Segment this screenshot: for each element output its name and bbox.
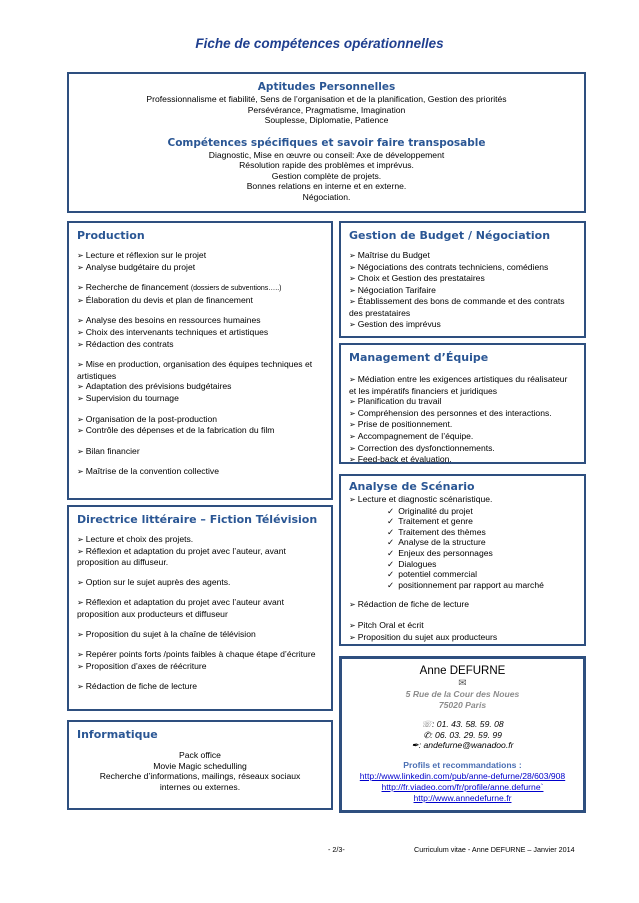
financement-note: (dossiers de subventions…..) bbox=[190, 285, 282, 293]
pen-icon: ✒ bbox=[411, 740, 419, 750]
aptitudes-box bbox=[67, 72, 586, 213]
list-item: ➢ Mise en production, organisation des équipes techniques et artistiques bbox=[77, 359, 323, 381]
footer-page: - 2/3- bbox=[328, 845, 345, 854]
list-item: ➢ Gestion des imprévus bbox=[349, 319, 576, 331]
competences-heading: Compétences spécifiques et savoir faire transposable bbox=[167, 136, 486, 149]
checklist-item: ✓ Analyse de la structure bbox=[349, 537, 576, 548]
list-item: ➢ Adaptation des prévisions budgétaires bbox=[77, 381, 323, 393]
list-item: ➢ Réflexion et adaptation du projet avec l’auteur avant proposition aux producteurs et diffuseur bbox=[77, 597, 323, 619]
informatique-line: Movie Magic schedulling bbox=[153, 760, 247, 771]
contact-box bbox=[339, 656, 586, 813]
competence-line: Résolution rapide des problèmes et imprévus. bbox=[239, 160, 414, 170]
list-item: ➢ Option sur le sujet auprès des agents. bbox=[77, 577, 323, 589]
list-item: ➢ Planification du travail bbox=[349, 396, 576, 408]
list-item: ➢ Élaboration du devis et plan de financement bbox=[77, 295, 323, 307]
budget-heading: Gestion de Budget / Négociation bbox=[349, 229, 551, 242]
scenario-heading: Analyse de Scénario bbox=[349, 480, 475, 493]
list-item: ➢ Réflexion et adaptation du projet avec l’auteur, avant proposition au diffuseur. bbox=[77, 546, 323, 568]
informatique-heading: Informatique bbox=[77, 728, 158, 741]
aptitudes-heading: Aptitudes Personnelles bbox=[257, 81, 396, 93]
checklist-item: ✓ Enjeux des personnages bbox=[349, 548, 576, 559]
checklist-item: ✓ Traitement et genre bbox=[349, 516, 576, 527]
viadeo-link[interactable]: http://fr.viadeo.com/fr/profile/anne.defurne` bbox=[381, 781, 544, 792]
production-heading: Production bbox=[77, 229, 145, 242]
aptitude-line: Professionnalisme et fiabilité, Sens de l’organisation et de la planification, Gestion des priorités bbox=[146, 94, 507, 104]
management-heading: Management d’Équipe bbox=[349, 351, 489, 364]
list-item: ➢ Analyse des besoins en ressources humaines bbox=[77, 315, 323, 327]
address-line: 5 Rue de la Cour des Noues bbox=[405, 689, 520, 699]
budget-box bbox=[339, 221, 586, 338]
footer-cv: Curriculum vitae - Anne DEFURNE – Janvier 2014 bbox=[414, 845, 575, 854]
list-item: ➢ Rédaction des contrats bbox=[77, 339, 323, 351]
list-item: ➢ Organisation de la post-production bbox=[77, 414, 323, 426]
list-item: ➢ Contrôle des dépenses et de la fabrication du film bbox=[77, 425, 323, 437]
list-item: ➢ Analyse budgétaire du projet bbox=[77, 262, 323, 274]
list-item: ➢ Rédaction de fiche de lecture bbox=[77, 681, 323, 693]
list-item: ➢ Négociation Tarifaire bbox=[349, 285, 576, 297]
competence-line: Négociation. bbox=[302, 191, 351, 202]
list-item: ➢ Rédaction de fiche de lecture bbox=[349, 599, 576, 611]
informatique-line: Pack office bbox=[179, 750, 221, 760]
checklist-item: ✓ Traitement des thèmes bbox=[349, 527, 576, 538]
directrice-heading: Directrice littéraire – Fiction Télévision bbox=[77, 513, 318, 526]
checklist-item: ✓ positionnement par rapport au marché bbox=[349, 580, 576, 591]
list-item: ➢ Lecture et réflexion sur le projet bbox=[77, 250, 323, 262]
phone-row: ☏: 01. 43. 58. 59. 08 bbox=[421, 719, 504, 729]
list-item: ➢ Négociations des contrats techniciens, comédiens bbox=[349, 262, 576, 274]
list-item: ➢ Accompagnement de l’équipe. bbox=[349, 431, 576, 443]
list-item: ➢ Proposition d’axes de réécriture bbox=[77, 661, 323, 673]
list-item: ➢ Lecture et choix des projets. bbox=[77, 534, 323, 546]
list-item: ➢ Prise de positionnement. bbox=[349, 419, 576, 431]
competence-line: Gestion complète de projets. bbox=[271, 170, 382, 181]
list-item: ➢ Choix et Gestion des prestataires bbox=[349, 273, 576, 285]
competence-line: Bonnes relations en interne et en externe. bbox=[246, 181, 407, 191]
competence-line: Diagnostic, Mise en œuvre ou conseil: Axe de développement bbox=[208, 149, 445, 160]
phone-icon: ☏ bbox=[421, 719, 433, 729]
scenario-box bbox=[339, 474, 586, 646]
checklist-item: ✓ potentiel commercial bbox=[349, 569, 576, 580]
contact-name: Anne DEFURNE bbox=[419, 665, 506, 677]
page-title: Fiche de compétences opérationnelles bbox=[195, 36, 444, 51]
list-item: ➢ Pitch Oral et écrit bbox=[349, 620, 576, 632]
list-item: ➢ Maîtrise du Budget bbox=[349, 250, 576, 262]
production-box bbox=[67, 221, 333, 500]
list-item: ➢ Supervision du tournage bbox=[77, 393, 323, 405]
directrice-box bbox=[67, 505, 333, 711]
list-item: ➢ Bilan financier bbox=[77, 446, 323, 458]
aptitude-line: Souplesse, Diplomatie, Patience bbox=[264, 115, 389, 125]
website-link[interactable]: http://www.annedefurne.fr bbox=[413, 792, 512, 803]
mobile-row: ✆: 06. 03. 29. 59. 99 bbox=[423, 729, 502, 740]
list-item: ➢ Repérer points forts /points faibles à chaque étape d’écriture bbox=[77, 649, 323, 661]
list-item: ➢ Compréhension des personnes et des interactions. bbox=[349, 408, 576, 420]
checklist-item: ✓ Originalité du projet bbox=[349, 506, 576, 517]
aptitude-line: Persévérance, Pragmatisme, Imagination bbox=[247, 104, 406, 115]
list-item: ➢ Maîtrise de la convention collective bbox=[77, 466, 323, 478]
envelope-icon: ✉ bbox=[458, 678, 467, 689]
checklist-item: ✓ Dialogues bbox=[349, 559, 576, 570]
management-box bbox=[339, 343, 586, 464]
profiles-heading: Profils et recommandations : bbox=[403, 759, 522, 770]
address-line: 75020 Paris bbox=[438, 700, 487, 710]
list-item: ➢ Établissement des bons de commande et des contrats des prestataires bbox=[349, 296, 576, 318]
informatique-line: Recherche d’informations, mailings, réseaux sociaux internes ou externes. bbox=[99, 771, 301, 792]
informatique-box bbox=[67, 720, 333, 810]
list-item: ➢ Médiation entre les exigences artistiques du réalisateur et les impératifs financiers et juridiques bbox=[349, 374, 576, 396]
list-item: ➢ Recherche de financement (dossiers de subventions…..) bbox=[77, 282, 323, 295]
list-item: ➢ Lecture et diagnostic scénaristique. bbox=[349, 494, 576, 506]
list-item: ➢ Proposition du sujet aux producteurs bbox=[349, 632, 576, 644]
list-item: ➢ Correction des dysfonctionnements. bbox=[349, 443, 576, 455]
email-row: ✒: andefurne@wanadoo.fr bbox=[411, 740, 514, 750]
linkedin-link[interactable]: http://www.linkedin.com/pub/anne-defurne/28/603/908 bbox=[359, 770, 566, 781]
list-item: ➢ Proposition du sujet à la chaîne de télévision bbox=[77, 629, 323, 641]
list-item: ➢ Feed-back et évaluation. bbox=[349, 454, 576, 466]
mobile-icon: ✆ bbox=[423, 729, 431, 740]
list-item: ➢ Choix des intervenants techniques et artistiques bbox=[77, 327, 323, 339]
